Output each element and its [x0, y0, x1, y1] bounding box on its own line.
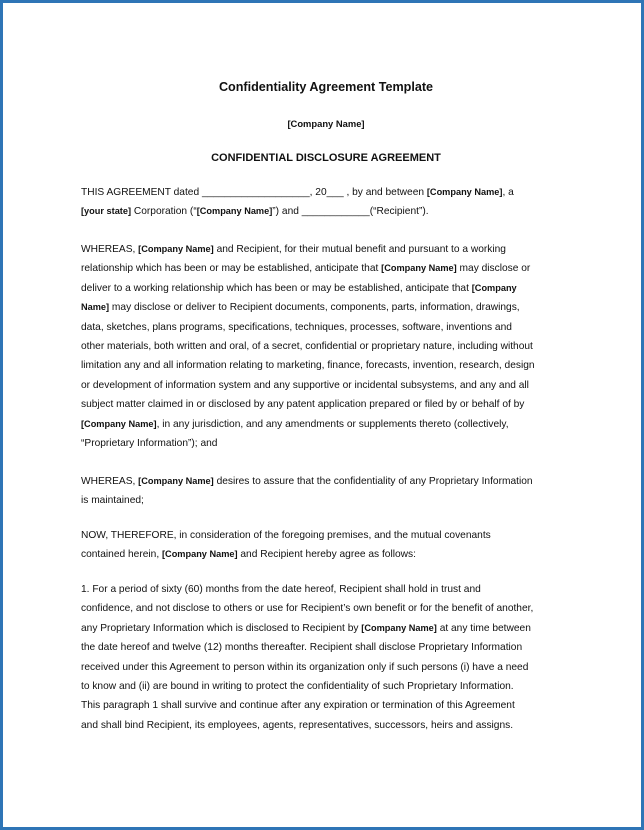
whereas-paragraph-2 [81, 472, 573, 511]
text-run: ”) and ____________(“Recipient”). [272, 206, 429, 218]
text-run: may disclose or [456, 263, 531, 275]
text-line [81, 279, 573, 298]
placeholder-field: [Company Name] [426, 187, 503, 197]
placeholder-field: [Company Name] [138, 476, 214, 486]
text-run: , a [502, 187, 514, 198]
text-line: data, sketches, plans programs, specifications, techniques, processes, software, inventions and [81, 321, 512, 333]
text-line: other materials, both written and oral, of a secret, confidential or proprietary nature, including without [81, 340, 533, 352]
text-line [81, 298, 573, 317]
placeholder-field: [Company Name] [361, 622, 437, 633]
placeholder-field: Name] [81, 302, 110, 313]
placeholder-field: [Company Name] [81, 418, 157, 429]
text-run: and Recipient hereby agree as follows: [237, 549, 416, 561]
text-run: THIS AGREEMENT dated ___________________, 20___ , by and between [81, 187, 427, 198]
agreement-heading: CONFIDENTIAL DISCLOSURE AGREEMENT [211, 152, 441, 164]
text-line: limitation any and all information relating to marketing, finance, forecasts, invention, research, design [81, 360, 535, 372]
placeholder-field: [Company [471, 282, 517, 293]
text-run: , in any jurisdiction, and any amendments or supplements thereto (collectively, [156, 418, 509, 430]
whereas-paragraph-1 [81, 240, 573, 453]
company-name-placeholder: [Company Name] [287, 118, 365, 129]
now-therefore-paragraph [81, 526, 573, 565]
text-run: may disclose or deliver to Recipient documents, components, parts, information, drawings, [109, 302, 520, 314]
text-run: contained herein, [81, 549, 162, 561]
text-line [81, 415, 573, 434]
text-line [81, 545, 573, 564]
placeholder-field: [Company Name] [138, 244, 214, 254]
text-run: at any time between [436, 622, 531, 634]
text-run: WHEREAS, [81, 244, 139, 255]
text-line [81, 202, 573, 221]
text-line: the date hereof and twelve (12) months thereafter. Recipient shall disclose Proprietary Information [81, 642, 523, 654]
text-line [81, 240, 573, 259]
placeholder-field: [Company Name] [162, 549, 238, 560]
text-run: WHEREAS, [81, 476, 139, 487]
text-line: subject matter claimed in or disclosed by any patent application prepared or filed by or behalf of by [81, 399, 525, 411]
text-run: desires to assure that the confidentiality of any Proprietary Information [213, 476, 533, 487]
text-line: NOW, THEREFORE, in consideration of the foregoing premises, and the mutual covenants [81, 530, 491, 541]
document-title: Confidentiality Agreement Template [218, 80, 434, 94]
text-line: “Proprietary Information”); and [81, 437, 218, 449]
text-run: any Proprietary Information which is disclosed to Recipient by [81, 622, 362, 634]
text-line [81, 183, 573, 202]
text-line: confidence, and not disclose to others or use for Recipient’s own benefit or for the benefit of another, [81, 603, 534, 615]
placeholder-field: [your state] [81, 206, 132, 217]
text-line: and shall bind Recipient, its employees, agents, representatives, successors, heirs and assigns. [81, 719, 514, 731]
clause-1-paragraph [81, 580, 573, 735]
text-run: and Recipient, for their mutual benefit and pursuant to a working [213, 244, 506, 255]
text-line: to know and (ii) are bound in writing to protect the confidentiality of such Proprietary Information. [81, 680, 514, 692]
text-run: relationship which has been or may be established, anticipate that [81, 263, 382, 275]
text-line [81, 259, 573, 278]
text-run: deliver to a working relationship which has been or may be established, anticipate that [81, 282, 472, 294]
text-line [81, 619, 573, 638]
text-line: or development of information system and any supportive or incidental subsystems, and any and all [81, 379, 529, 391]
text-run: Corporation (“ [131, 206, 197, 218]
text-line: is maintained; [81, 495, 144, 507]
text-line [81, 472, 573, 491]
text-line: This paragraph 1 shall survive and continue after any expiration or termination of this Agreement [81, 700, 515, 712]
placeholder-field: [Company Name] [196, 206, 273, 217]
text-line: 1. For a period of sixty (60) months from the date hereof, Recipient shall hold in trust and [81, 584, 481, 595]
intro-paragraph [81, 183, 573, 222]
text-line: received under this Agreement to person within its organization only if such persons (i) have a need [81, 661, 529, 673]
placeholder-field: [Company Name] [381, 263, 457, 274]
